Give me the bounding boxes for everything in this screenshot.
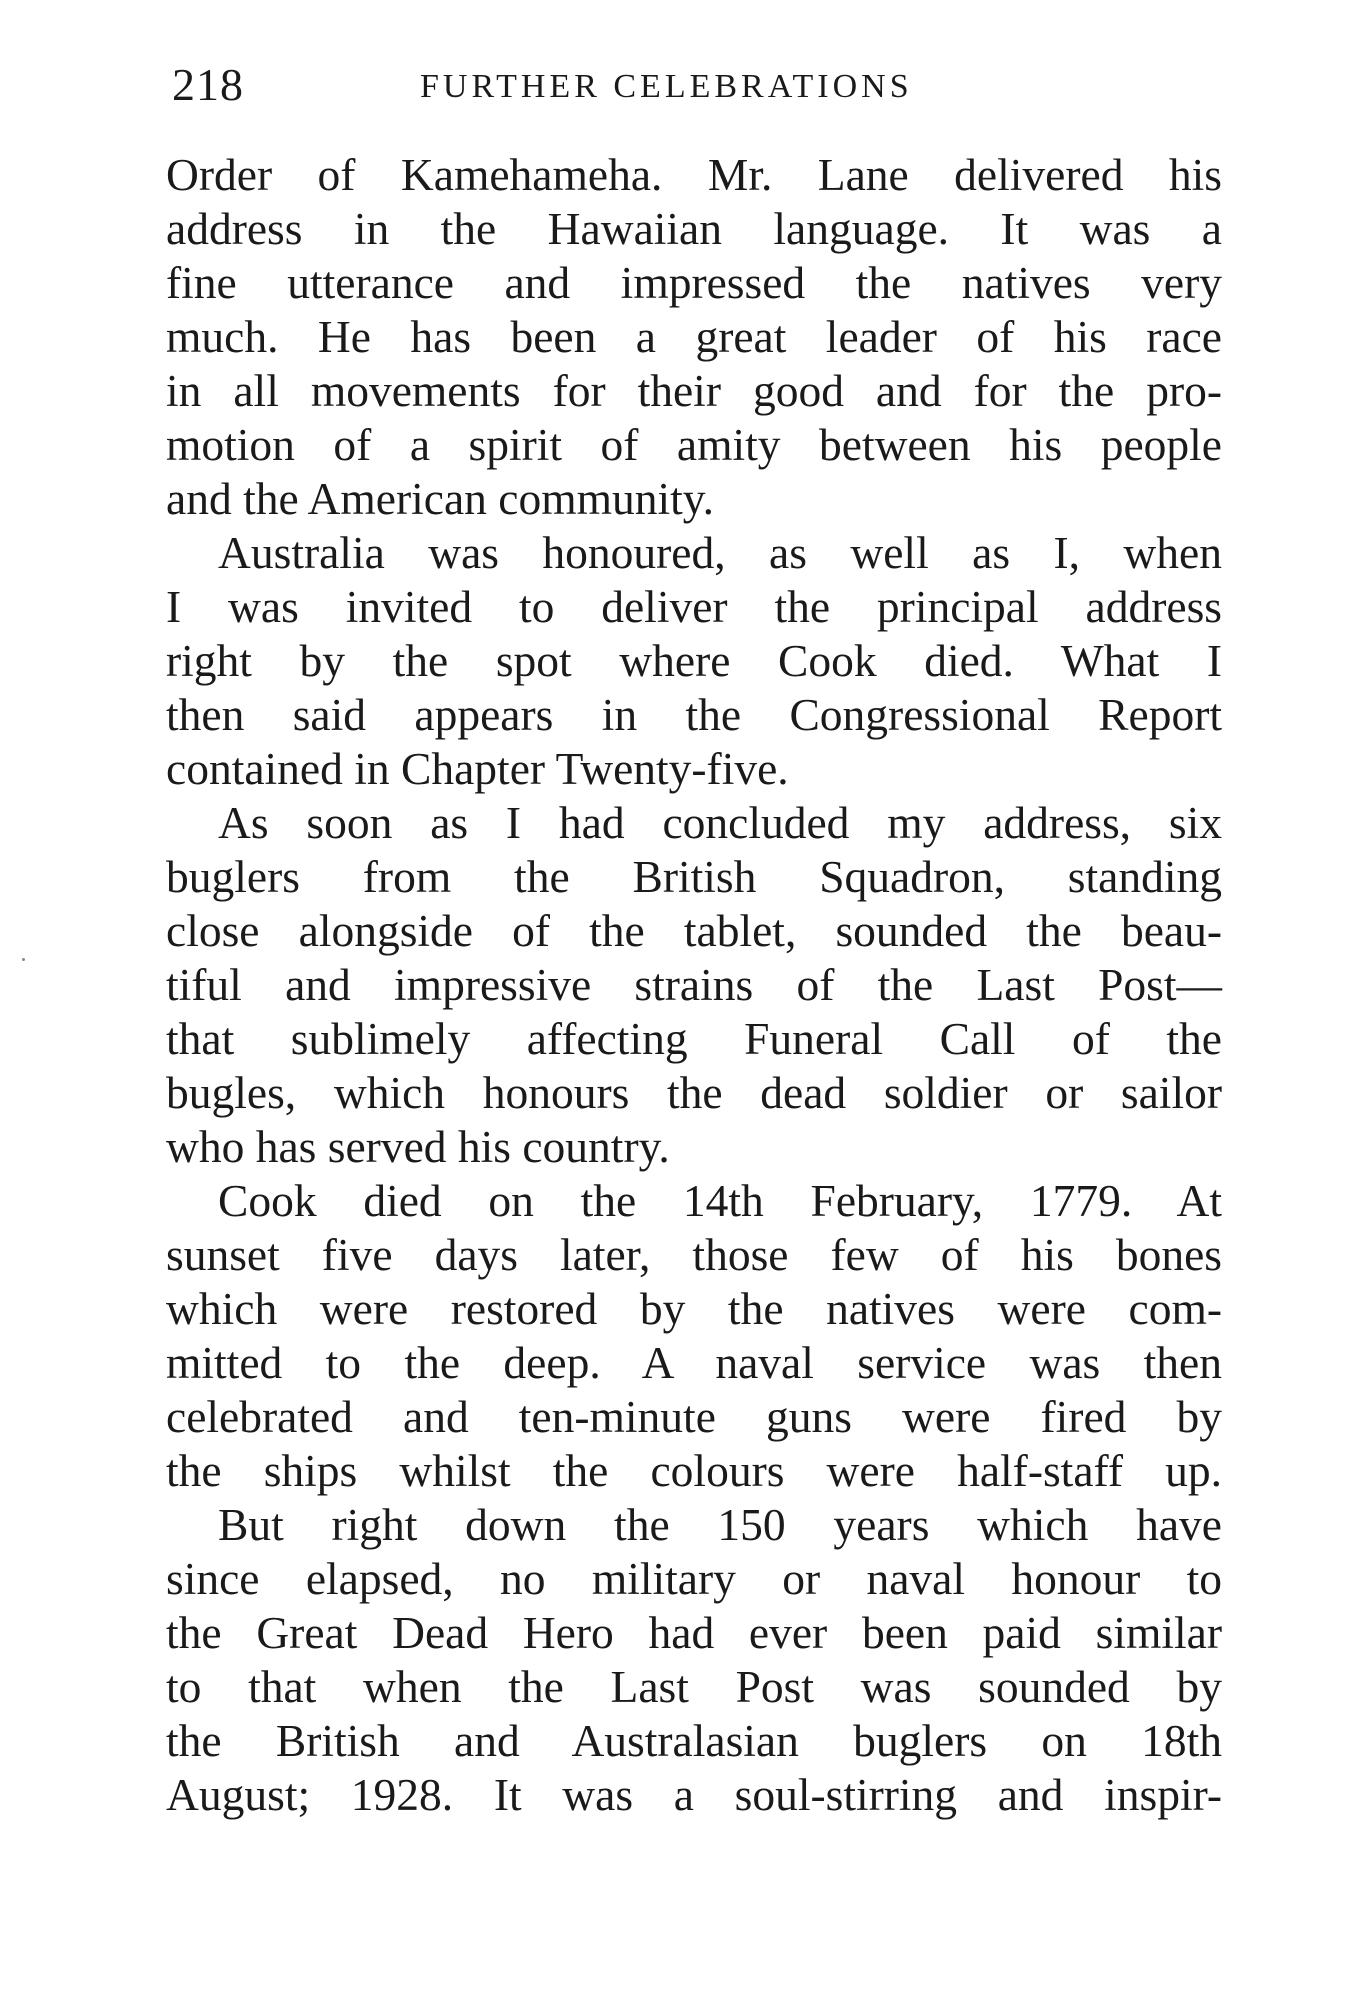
text-line: much. He has been a great leader of his race xyxy=(166,311,1222,362)
text-line: close alongside of the tablet, sounded the beau- xyxy=(166,905,1222,956)
text-line: the ships whilst the colours were half-staff up. xyxy=(166,1445,1222,1496)
text-line: then said appears in the Congressional Report xyxy=(166,689,1222,740)
text-line: address in the Hawaiian language. It was a xyxy=(166,203,1222,254)
text-line: to that when the Last Post was sounded by xyxy=(166,1661,1222,1712)
text-line: Australia was honoured, as well as I, when xyxy=(218,527,1222,578)
text-line: who has served his country. xyxy=(166,1121,670,1172)
running-title: FURTHER CELEBRATIONS xyxy=(420,68,913,105)
text-line: But right down the 150 years which have xyxy=(218,1499,1222,1550)
text-line: right by the spot where Cook died. What I xyxy=(166,635,1222,686)
text-line: mitted to the deep. A naval service was then xyxy=(166,1337,1222,1388)
text-line: August; 1928. It was a soul-stirring and inspir- xyxy=(166,1769,1222,1820)
text-line: since elapsed, no military or naval honour to xyxy=(166,1553,1222,1604)
text-line: that sublimely affecting Funeral Call of the xyxy=(166,1013,1222,1064)
text-line: Cook died on the 14th February, 1779. At xyxy=(218,1175,1222,1226)
text-line: sunset five days later, those few of his bones xyxy=(166,1229,1222,1280)
text-line: the British and Australasian buglers on 18th xyxy=(166,1715,1222,1766)
text-line: fine utterance and impressed the natives very xyxy=(166,257,1222,308)
text-line: As soon as I had concluded my address, six xyxy=(218,797,1222,848)
text-line: contained in Chapter Twenty-five. xyxy=(166,743,789,794)
text-line: motion of a spirit of amity between his people xyxy=(166,419,1222,470)
text-line: Order of Kamehameha. Mr. Lane delivered his xyxy=(166,149,1222,200)
text-line: and the American community. xyxy=(166,473,714,524)
text-line: tiful and impressive strains of the Last Post— xyxy=(166,959,1222,1010)
body-text xyxy=(166,148,1222,1822)
stray-mark xyxy=(22,958,25,961)
text-line: I was invited to deliver the principal address xyxy=(166,581,1222,632)
text-line: buglers from the British Squadron, standing xyxy=(166,851,1222,902)
running-head xyxy=(172,58,1212,118)
text-line: bugles, which honours the dead soldier or sailor xyxy=(166,1067,1222,1118)
text-line: in all movements for their good and for the pro- xyxy=(166,365,1222,416)
text-line: the Great Dead Hero had ever been paid similar xyxy=(166,1607,1222,1658)
text-line: celebrated and ten-minute guns were fired by xyxy=(166,1391,1222,1442)
page-number: 218 xyxy=(172,59,244,110)
text-line: which were restored by the natives were com- xyxy=(166,1283,1222,1334)
